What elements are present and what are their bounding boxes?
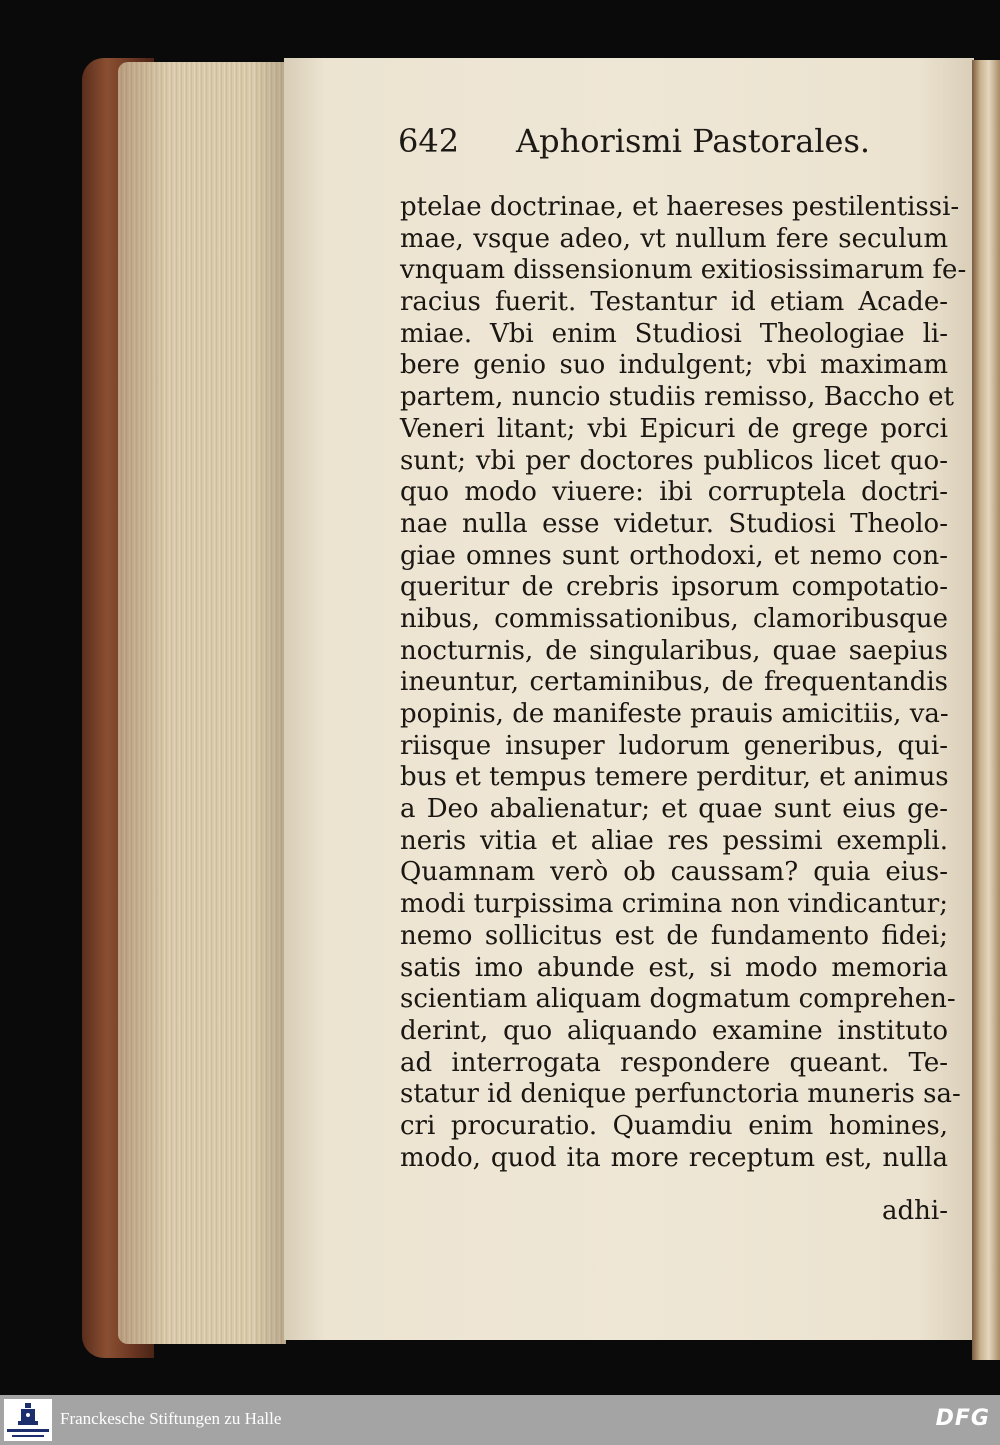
running-head: Aphorismi Pastorales. bbox=[516, 122, 871, 160]
text-line: ineuntur, certaminibus, de frequentandis bbox=[400, 667, 948, 698]
institution-name[interactable]: Franckesche Stiftungen zu Halle bbox=[60, 1409, 282, 1428]
text-line: queritur de crebris ipsorum compotatio- bbox=[400, 572, 948, 603]
text-line: quo modo viuere: ibi corruptela doctri- bbox=[400, 477, 948, 508]
facing-page-edge bbox=[972, 60, 1000, 1360]
catchword: adhi- bbox=[882, 1196, 948, 1226]
text-line: scientiam aliquam dogmatum comprehen- bbox=[400, 984, 956, 1015]
text-line: statur id denique perfunctoria muneris sa- bbox=[400, 1079, 961, 1110]
text-line: ad interrogata respondere queant. Te- bbox=[400, 1047, 948, 1078]
text-line: Veneri litant; vbi Epicuri de grege porci bbox=[400, 413, 948, 444]
text-line: a Deo abalienatur; et quae sunt eius ge- bbox=[400, 794, 948, 825]
text-line: nocturnis, de singularibus, quae saepius bbox=[400, 635, 948, 666]
footer-bar bbox=[0, 1395, 1000, 1445]
page-header bbox=[398, 122, 871, 172]
text-line: neris vitia et aliae res pessimi exempli. bbox=[400, 825, 948, 856]
text-line: racius fuerit. Testantur id etiam Acade- bbox=[400, 287, 948, 318]
dfg-logo[interactable]: DFG bbox=[935, 1406, 990, 1431]
text-line: vnquam dissensionum exitiosissimarum fe- bbox=[400, 255, 967, 286]
text-line: satis imo abunde est, si modo memoria bbox=[400, 952, 948, 983]
page-edges-shade bbox=[118, 62, 286, 1344]
text-line: mae, vsque adeo, vt nullum fere seculum bbox=[400, 223, 948, 254]
text-line: bere genio suo indulgent; vbi maximam bbox=[400, 350, 948, 381]
text-line: cri procuratio. Quamdiu enim homines, bbox=[400, 1110, 948, 1141]
page-number: 642 bbox=[398, 122, 460, 160]
text-line: modo, quod ita more receptum est, nulla bbox=[400, 1142, 948, 1173]
body-text bbox=[400, 192, 967, 1174]
text-line: derint, quo aliquando examine instituto bbox=[400, 1015, 948, 1046]
text-line: nibus, commissationibus, clamoribusque bbox=[400, 603, 948, 634]
text-line: miae. Vbi enim Studiosi Theologiae li- bbox=[400, 318, 948, 349]
orphanage-logo-icon bbox=[4, 1399, 52, 1441]
text-line: Quamnam verò ob caussam? quia eius- bbox=[400, 857, 948, 888]
text-line: partem, nuncio studiis remisso, Baccho et bbox=[400, 382, 954, 413]
text-line: sunt; vbi per doctores publicos licet quo- bbox=[400, 445, 948, 476]
text-line: popinis, de manifeste prauis amicitiis, va- bbox=[400, 699, 949, 729]
text-line: riisque insuper ludorum generibus, qui- bbox=[400, 730, 948, 761]
institution-logo[interactable] bbox=[4, 1399, 52, 1441]
text-line: ptelae doctrinae, et haereses pestilentissi- bbox=[400, 192, 960, 222]
text-line: giae omnes sunt orthodoxi, et nemo con- bbox=[400, 540, 948, 571]
text-line: modi turpissima crimina non vindicantur; bbox=[400, 889, 948, 920]
text-line: bus et tempus temere perditur, et animus bbox=[400, 762, 949, 793]
text-line: nae nulla esse videtur. Studiosi Theolo- bbox=[400, 508, 948, 539]
text-line: nemo sollicitus est de fundamento fidei; bbox=[400, 920, 948, 951]
